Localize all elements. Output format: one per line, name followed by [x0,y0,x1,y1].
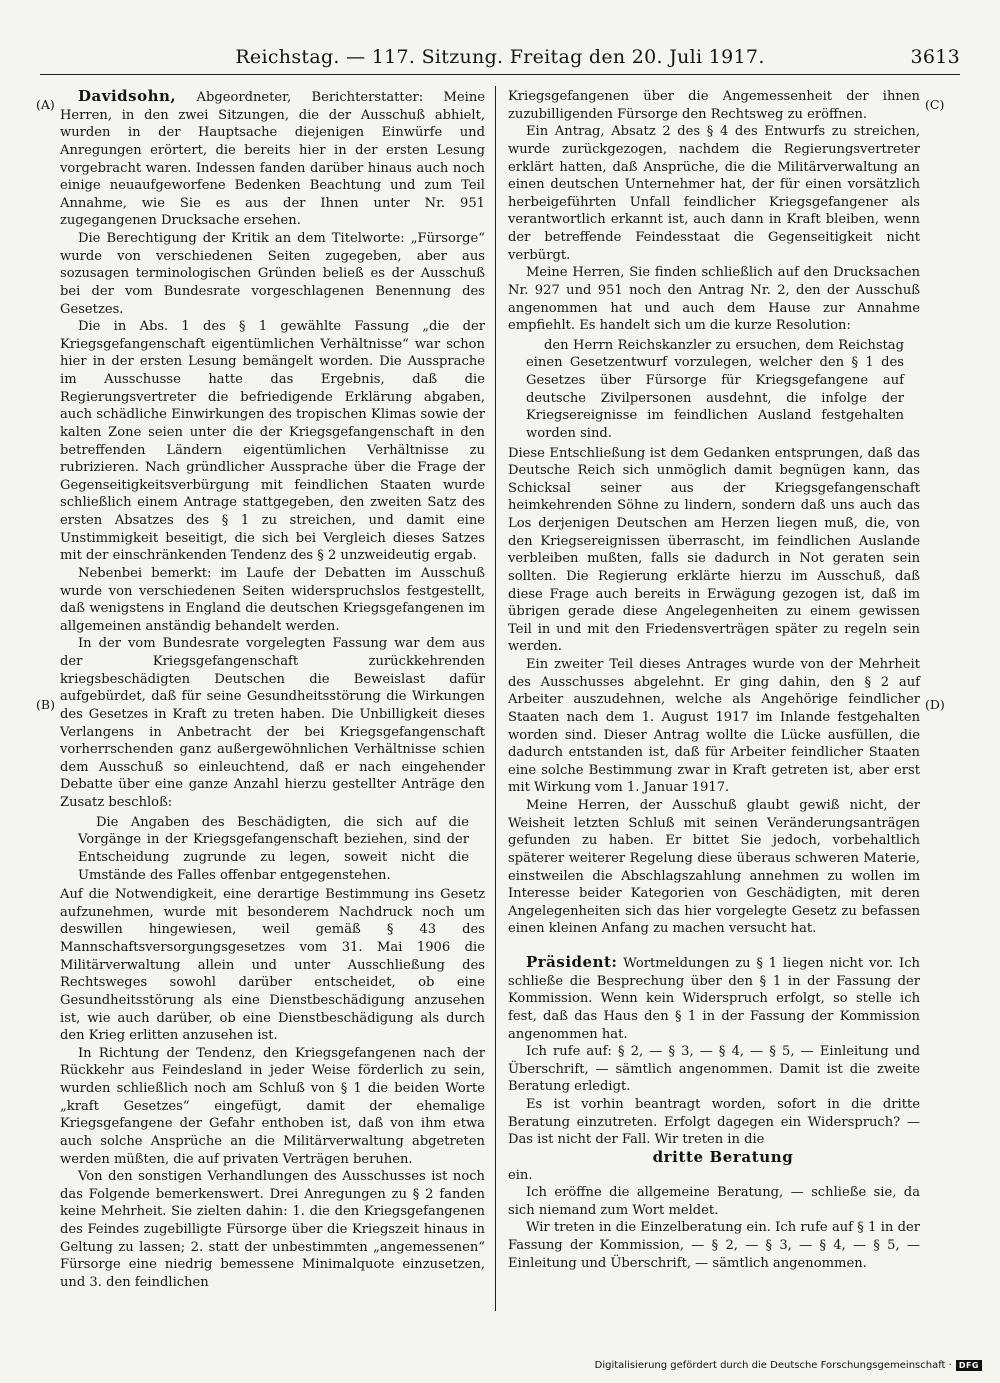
continuation-paragraph: Kriegsgefangenen über die Angemessenheit der ihnen zuzubilligenden Fürsorge den Rechtsweg zu eröffnen. [508,89,920,122]
paragraph: ein. [508,1167,533,1183]
paragraph: Ich eröffne die allgemeine Beratung, — schließe sie, da sich niemand zum Wort meldet. [508,1185,920,1218]
paragraph: Meine Herren, Sie finden schließlich auf den Drucksachen Nr. 927 und 951 noch den Antrag Nr. 2, den der Ausschuß angenommen hat und auch dem Hause zur Annahme empfiehlt. Es handelt sich um die kurze Resolution: [508,265,920,334]
opening-paragraph [60,88,485,230]
opening-text: Abgeordneter, Berichterstatter: Meine Herren, in den zwei Sitzungen, die der Ausschuß abhielt, wurden in der Hauptsache diejenigen Einwürfe und Anregungen erörtert, die bereits hier in der ersten Lesung vorgebracht waren. Indessen fanden darüber hinaus auch noch einige neuaufgeworfene Bedenken Beachtung und zum Teil Annahme, wie Sie es aus der Ihnen unter Nr. 951 zugegangenen Drucksache ersehen. [60,90,485,229]
paragraph: Meine Herren, der Ausschuß glaubt gewiß nicht, der Weisheit letzten Schluß mit seinen Veränderungsanträgen gefunden zu haben. Er bittet Sie jedoch, vorbehaltlich späterer weiterer Regelung diese überaus schweren Materie, einstweilen die Abschlagszahlung annehmen zu wollen im Interesse beider Kategorien von Geschädigten, mit deren Angelegenheiten sich das hier vorgelegte Gesetz zu befassen einen kleinen Anfang zu machen versucht hat. [508,798,920,937]
paragraph: Ich rufe auf: § 2, — § 3, — § 4, — § 5, — Einleitung und Überschrift, — sämtlich angenommen. Damit ist die zweite Beratung erledigt. [508,1044,920,1095]
footer-credit [595,1360,982,1371]
right-column [508,88,920,1272]
section-heading: dritte Beratung [652,1147,794,1166]
paragraph: Von den sonstigen Verhandlungen des Ausschusses ist noch das Folgende bemerkenswert. Drei Anregungen zu § 2 fanden keine Mehrheit. Sie zielten dahin: 1. die den Kriegsgefangenen des Feindes zugebilligte Fürsorge über die Kriegszeit hinaus in Geltung zu lassen; 2. statt der unbestimmten „angemessenen“ Fürsorge eine niedrig bemessene Minimalquote einzusetzen, und 3. den feindlichen [60,1169,485,1290]
margin-marker-d: (D) [925,697,945,712]
left-column [60,88,485,1292]
paragraph: Es ist vorhin beantragt worden, sofort in die dritte Beratung einzutreten. Erfolgt dagegen ein Widerspruch? — Das ist nicht der Fall. Wir treten in die [508,1097,920,1148]
margin-marker-c: (C) [925,97,945,112]
paragraph: Ein zweiter Teil dieses Antrages wurde von der Mehrheit des Ausschusses abgelehnt. Er ging dahin, den § 2 auf Arbeiter auszudehnen, welche als Angehörige feindlicher Staaten nach dem 1. August 1917 im Inlande festgehalten worden sind. Dieser Antrag wollte die Lücke ausfüllen, die dadurch entstanden ist, daß für Arbeiter feindlicher Staaten eine solche Bestimmung zwar in Kraft getreten ist, aber erst mit Wirkung vom 1. Januar 1917. [508,657,920,796]
margin-marker-a: (A) [36,97,55,112]
margin-marker-b: (B) [36,697,55,712]
footer-text: Digitalisierung gefördert durch die Deutsche Forschungsgemeinschaft · [594,1360,952,1371]
president-text: Wortmeldungen zu § 1 liegen nicht vor. Ich schließe die Besprechung über den § 1 in der Fassung der Kommission. Wenn kein Widerspruch erfolgt, so stelle ich fest, daß das Haus den § 1 in der Fassung der Kommission angenommen hat. [508,956,920,1042]
page-header [40,40,960,75]
president-speaker: Präsident: [526,953,618,971]
dfg-logo: DFG [956,1360,982,1371]
header-title: Reichstag. — 117. Sitzung. Freitag den 20. Juli 1917. [235,46,765,68]
speaker-name: Davidsohn, [78,87,177,105]
page-number: 3613 [910,46,960,68]
president-paragraph [508,954,920,1043]
paragraph: Die Berechtigung der Kritik an dem Titelworte: „Fürsorge“ wurde von verschiedenen Seiten zugegeben, aber aus sozusagen terminologischen Gründen beließ es der Ausschuß bei der vom Bundesrate vorgeschlagenen Benennung des Gesetzes. [60,231,485,317]
quoted-resolution: den Herrn Reichskanzler zu ersuchen, dem Reichstag einen Gesetzentwurf vorzulegen, welcher den § 1 des Gesetzes über Fürsorge für Kriegsgefangene auf deutsche Zivilpersonen ausdehnt, die infolge der Kriegsereignisse im feindlichen Ausland festgehalten worden sind. [526,337,904,441]
paragraph: In Richtung der Tendenz, den Kriegsgefangenen nach der Rückkehr aus Feindesland in jeder Weise förderlich zu sein, wurden schließlich noch am Schluß von § 1 die beiden Worte „kraft Gesetzes“ eingefügt, damit der ehemalige Kriegsgefangene der Gefahr enthoben ist, daß von ihm etwa auch solche Ansprüche an die Militärverwaltung abgetreten werden müßten, die auf privaten Verträgen beruhen. [60,1045,485,1167]
column-divider [495,86,496,1311]
paragraph: In der vom Bundesrate vorgelegten Fassung war dem aus der Kriegsgefangenschaft zurückkehrenden kriegsbeschädigten Deutschen die Beweislast dafür aufgebürdet, daß für seine Gesundheitsstörung die Wirkungen des Gesetzes in Kraft zu treten haben. Die Unbilligkeit dieses Verlangens in Anbetracht der bei Kriegsgefangenschaft vorherrschenden ganz außergewöhnlichen Verhältnisse schien dem Ausschuß so einleuchtend, daß er nach eingehender Debatte über eine ganze Anzahl hierzu gestellter Anträge den Zusatz beschloß: [60,636,485,810]
paragraph: Ein Antrag, Absatz 2 des § 4 des Entwurfs zu streichen, wurde zurückgezogen, nachdem die Regierungsvertreter erklärt hatten, daß Ansprüche, die die Militärverwaltung an einen deutschen Unternehmer hat, der für einen vorsätzlich herbeigeführten Unfall feindlicher Kriegsgefangener als verantwortlich erkannt ist, auch dann in Kraft bleiben, wenn der betreffende Feindesstaat die Gegenseitigkeit nicht verbürgt. [508,124,920,263]
paragraph: Wir treten in die Einzelberatung ein. Ich rufe auf § 1 in der Fassung der Kommission, — § 2, — § 3, — § 4, — § 5, — Einleitung und Überschrift, — sämtlich angenommen. [508,1220,920,1271]
paragraph: Auf die Notwendigkeit, eine derartige Bestimmung ins Gesetz aufzunehmen, wurde mit besonderem Nachdruck noch um deswillen hingewiesen, weil gemäß § 43 des Mannschaftsversorgungsgesetzes vom 31. Mai 1906 die Militärverwaltung allein und unter Ausschließung des Rechtsweges sowohl darüber entscheidet, ob eine Gesundheitsstörung als eine Dienstbeschädigung anzusehen ist, wie auch darüber, ob eine Dienstbeschädigung als durch den Krieg erlitten anzusehen ist. [60,887,485,1044]
quoted-amendment: Die Angaben des Beschädigten, die sich auf die Vorgänge in der Kriegsgefangenschaft beziehen, sind der Entscheidung zugrunde zu legen, soweit nicht die Umstände des Falles offenbar entgegenstehen. [78,814,469,883]
paragraph: Nebenbei bemerkt: im Laufe der Debatten im Ausschuß wurde von verschiedenen Seiten widerspruchslos festgestellt, daß wenigstens in England die deutschen Kriegsgefangenen im allgemeinen anständig behandelt werden. [60,565,485,634]
paragraph: Diese Entschließung ist dem Gedanken entsprungen, daß das Deutsche Reich sich unmöglich damit begnügen kann, das Schicksal seiner aus der Kriegsgefangenschaft heimkehrenden Söhne zu lindern, sondern daß uns auch das Los derjenigen Deutschen am Herzen liegen muß, die, von den Kriegsereignissen überrascht, im feindlichen Auslande verbleiben mußten, falls sie dadurch in Not geraten sein sollten. Die Regierung erklärte hierzu im Ausschuß, daß diese Frage auch bereits in Erwägung gezogen ist, daß im übrigen gerade diese Angelegenheiten zu einem gewissen Teil in und mit den Friedensverträgen später zu regeln sein werden. [508,445,920,655]
paragraph: Die in Abs. 1 des § 1 gewählte Fassung „die der Kriegsgefangenschaft eigentümlichen Verhältnisse“ war schon hier in der ersten Lesung bemängelt worden. Die Aussprache im Ausschusse hatte das Ergebnis, daß die Regierungsvertreter die befriedigende Erklärung abgaben, auch schädliche Einwirkungen des tropischen Klimas sowie der kalten Zone seien unter die der Kriegsgefangenschaft in den betreffenden Ländern eigentümlichen Verhältnisse zu rubrizieren. Nach gründlicher Aussprache über die Frage der Gegenseitigkeitsverbürgung mit feindlichen Staaten wurde schließlich einem Antrage stattgegeben, den zweiten Satz des ersten Absatzes des § 1 zu streichen, und damit eine Unstimmigkeit beseitigt, die sich bei Vergleich dieses Satzes mit der einschränkenden Tendenz des § 2 unzweideutig ergab. [60,319,485,564]
